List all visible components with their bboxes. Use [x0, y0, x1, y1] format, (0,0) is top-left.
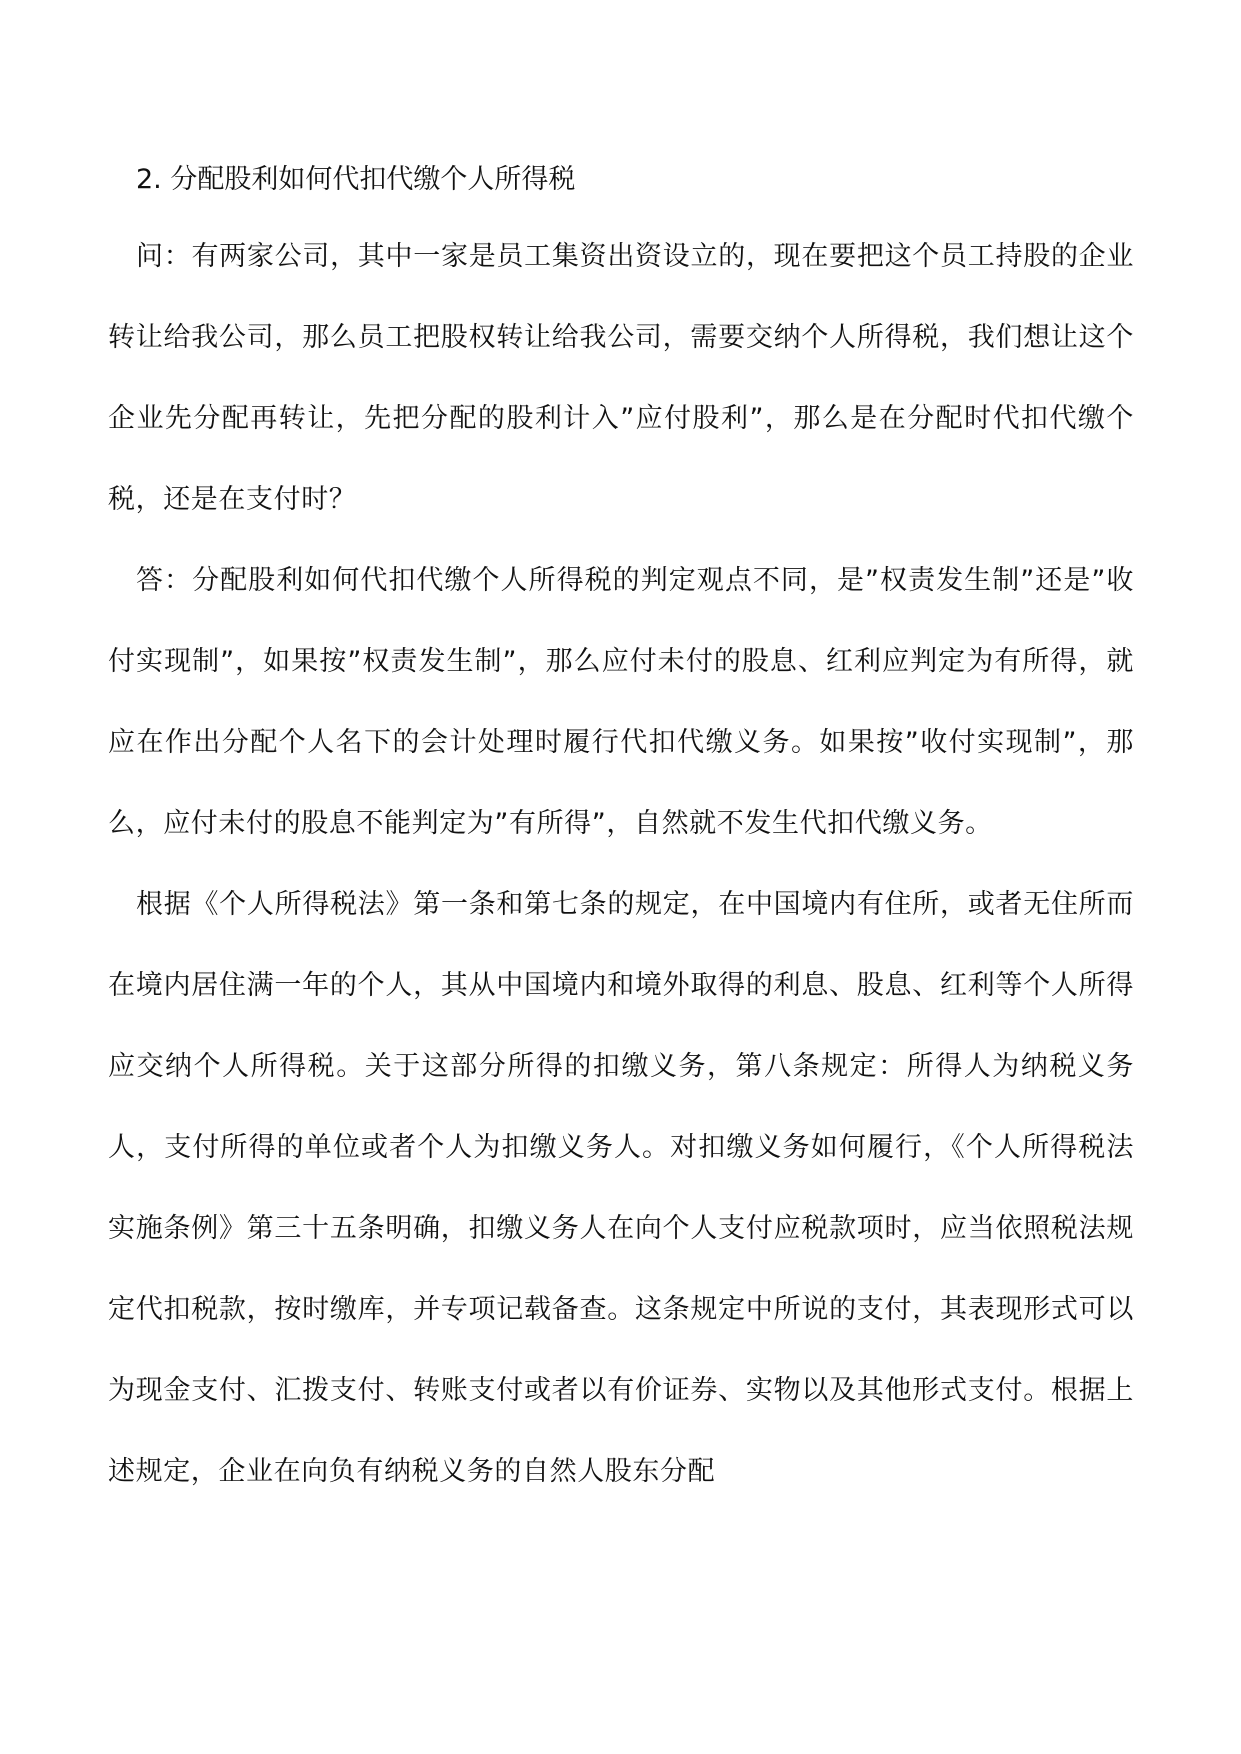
legal-basis-paragraph: 根据《个人所得税法》第一条和第七条的规定，在中国境内有住所，或者无住所而在境内居住满一年的个人，其从中国境内和境外取得的利息、股息、红利等个人所得应交纳个人所得税。关于这部分所得的扣缴义务，第八条规定：所得人为纳税义务人，支付所得的单位或者个人为扣缴义务人。对扣缴义务如何履行，《个人所得税法实施条例》第三十五条明确，扣缴义务人在向个人支付应税款项时，应当依照税法规定代扣税款，按时缴库，并专项记载备查。这条规定中所说的支付，其表现形式可以为现金支付、汇拨支付、转账支付或者以有价证券、实物以及其他形式支付。根据上述规定，企业在向负有纳税义务的自然人股东分配 — [108, 889, 1134, 1487]
answer-paragraph: 答：分配股利如何代扣代缴个人所得税的判定观点不同，是”权责发生制”还是”收付实现制”，如果按”权责发生制”，那么应付未付的股息、红利应判定为有所得，就应在作出分配个人名下的会计处理时履行代扣代缴义务。如果按”收付实现制”，那么，应付未付的股息不能判定为”有所得”，自然就不发生代扣代缴义务。 — [108, 565, 1134, 839]
section-heading: 2. 分配股利如何代扣代缴个人所得税 — [136, 164, 576, 195]
document-page — [108, 160, 1134, 1512]
question-paragraph: 问：有两家公司，其中一家是员工集资出资设立的，现在要把这个员工持股的企业转让给我公司，那么员工把股权转让给我公司，需要交纳个人所得税，我们想让这个企业先分配再转让，先把分配的股利计入”应付股利”，那么是在分配时代扣代缴个税，还是在支付时？ — [108, 241, 1134, 515]
